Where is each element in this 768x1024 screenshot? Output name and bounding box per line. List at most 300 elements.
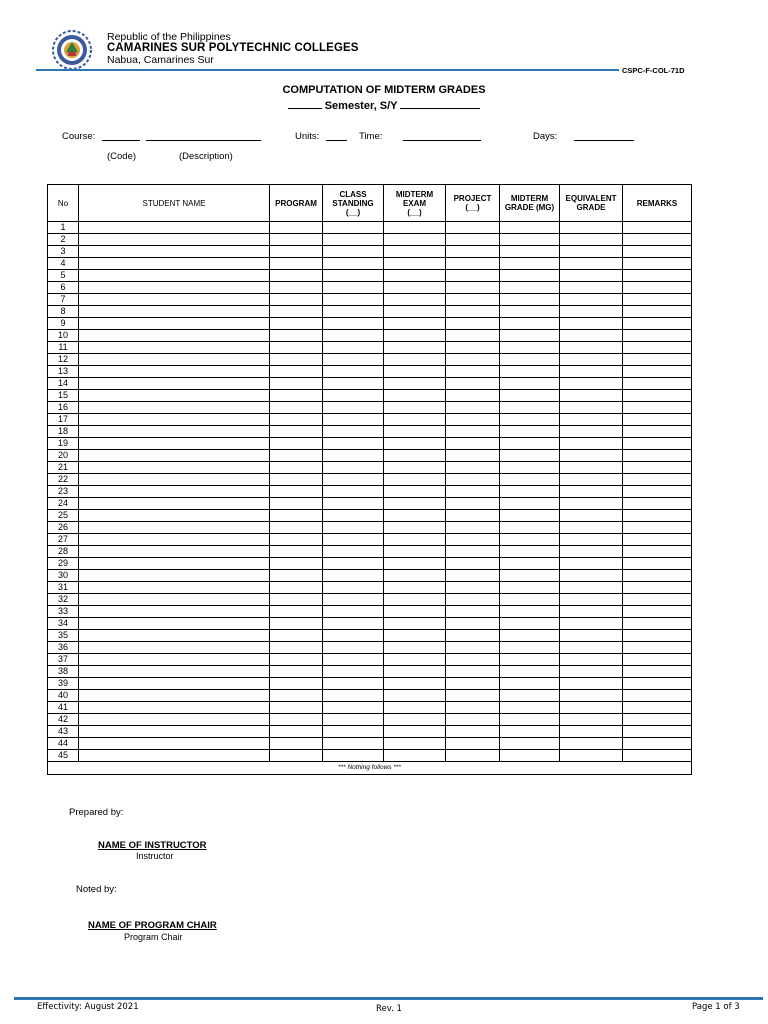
- remarks-cell[interactable]: [623, 474, 692, 486]
- project-cell[interactable]: [446, 438, 500, 450]
- project-cell[interactable]: [446, 678, 500, 690]
- project-cell[interactable]: [446, 378, 500, 390]
- project-cell[interactable]: [446, 690, 500, 702]
- student-name-cell[interactable]: [79, 234, 270, 246]
- midterm-exam-cell[interactable]: [384, 354, 446, 366]
- equivalent-grade-cell[interactable]: [560, 558, 623, 570]
- remarks-cell[interactable]: [623, 738, 692, 750]
- midterm-grade-cell[interactable]: [500, 258, 560, 270]
- student-name-cell[interactable]: [79, 750, 270, 762]
- equivalent-grade-cell[interactable]: [560, 654, 623, 666]
- equivalent-grade-cell[interactable]: [560, 690, 623, 702]
- project-cell[interactable]: [446, 474, 500, 486]
- midterm-exam-cell[interactable]: [384, 258, 446, 270]
- equivalent-grade-cell[interactable]: [560, 678, 623, 690]
- class-standing-cell[interactable]: [323, 390, 384, 402]
- class-standing-cell[interactable]: [323, 666, 384, 678]
- project-cell[interactable]: [446, 630, 500, 642]
- program-cell[interactable]: [270, 222, 323, 234]
- equivalent-grade-cell[interactable]: [560, 570, 623, 582]
- project-cell[interactable]: [446, 714, 500, 726]
- remarks-cell[interactable]: [623, 546, 692, 558]
- class-standing-cell[interactable]: [323, 378, 384, 390]
- student-name-cell[interactable]: [79, 486, 270, 498]
- project-cell[interactable]: [446, 222, 500, 234]
- remarks-cell[interactable]: [623, 654, 692, 666]
- midterm-exam-cell[interactable]: [384, 654, 446, 666]
- program-cell[interactable]: [270, 738, 323, 750]
- class-standing-cell[interactable]: [323, 486, 384, 498]
- remarks-cell[interactable]: [623, 534, 692, 546]
- midterm-exam-cell[interactable]: [384, 606, 446, 618]
- remarks-cell[interactable]: [623, 414, 692, 426]
- equivalent-grade-cell[interactable]: [560, 450, 623, 462]
- class-standing-cell[interactable]: [323, 606, 384, 618]
- course-code-field[interactable]: [102, 140, 140, 141]
- student-name-cell[interactable]: [79, 474, 270, 486]
- midterm-exam-cell[interactable]: [384, 738, 446, 750]
- student-name-cell[interactable]: [79, 702, 270, 714]
- program-cell[interactable]: [270, 702, 323, 714]
- class-standing-cell[interactable]: [323, 522, 384, 534]
- equivalent-grade-cell[interactable]: [560, 366, 623, 378]
- project-cell[interactable]: [446, 282, 500, 294]
- midterm-grade-cell[interactable]: [500, 462, 560, 474]
- remarks-cell[interactable]: [623, 618, 692, 630]
- project-cell[interactable]: [446, 750, 500, 762]
- midterm-grade-cell[interactable]: [500, 342, 560, 354]
- program-cell[interactable]: [270, 594, 323, 606]
- semester-blank[interactable]: [288, 98, 322, 109]
- remarks-cell[interactable]: [623, 630, 692, 642]
- student-name-cell[interactable]: [79, 246, 270, 258]
- midterm-exam-cell[interactable]: [384, 498, 446, 510]
- midterm-exam-cell[interactable]: [384, 222, 446, 234]
- equivalent-grade-cell[interactable]: [560, 630, 623, 642]
- remarks-cell[interactable]: [623, 426, 692, 438]
- class-standing-cell[interactable]: [323, 630, 384, 642]
- remarks-cell[interactable]: [623, 390, 692, 402]
- remarks-cell[interactable]: [623, 582, 692, 594]
- midterm-grade-cell[interactable]: [500, 270, 560, 282]
- midterm-exam-cell[interactable]: [384, 486, 446, 498]
- student-name-cell[interactable]: [79, 414, 270, 426]
- midterm-exam-cell[interactable]: [384, 318, 446, 330]
- project-cell[interactable]: [446, 246, 500, 258]
- equivalent-grade-cell[interactable]: [560, 522, 623, 534]
- student-name-cell[interactable]: [79, 738, 270, 750]
- remarks-cell[interactable]: [623, 486, 692, 498]
- midterm-exam-cell[interactable]: [384, 618, 446, 630]
- class-standing-cell[interactable]: [323, 702, 384, 714]
- midterm-exam-cell[interactable]: [384, 474, 446, 486]
- midterm-exam-cell[interactable]: [384, 378, 446, 390]
- school-year-blank[interactable]: [400, 98, 480, 109]
- program-cell[interactable]: [270, 390, 323, 402]
- class-standing-cell[interactable]: [323, 342, 384, 354]
- project-cell[interactable]: [446, 270, 500, 282]
- midterm-exam-cell[interactable]: [384, 438, 446, 450]
- equivalent-grade-cell[interactable]: [560, 390, 623, 402]
- class-standing-cell[interactable]: [323, 690, 384, 702]
- student-name-cell[interactable]: [79, 366, 270, 378]
- midterm-grade-cell[interactable]: [500, 330, 560, 342]
- project-cell[interactable]: [446, 354, 500, 366]
- project-cell[interactable]: [446, 558, 500, 570]
- program-cell[interactable]: [270, 294, 323, 306]
- class-standing-cell[interactable]: [323, 558, 384, 570]
- midterm-grade-cell[interactable]: [500, 618, 560, 630]
- midterm-exam-cell[interactable]: [384, 270, 446, 282]
- equivalent-grade-cell[interactable]: [560, 474, 623, 486]
- student-name-cell[interactable]: [79, 378, 270, 390]
- program-cell[interactable]: [270, 642, 323, 654]
- student-name-cell[interactable]: [79, 426, 270, 438]
- class-standing-cell[interactable]: [323, 582, 384, 594]
- equivalent-grade-cell[interactable]: [560, 726, 623, 738]
- midterm-grade-cell[interactable]: [500, 498, 560, 510]
- program-cell[interactable]: [270, 558, 323, 570]
- midterm-grade-cell[interactable]: [500, 534, 560, 546]
- project-cell[interactable]: [446, 462, 500, 474]
- equivalent-grade-cell[interactable]: [560, 426, 623, 438]
- project-cell[interactable]: [446, 330, 500, 342]
- project-cell[interactable]: [446, 642, 500, 654]
- project-cell[interactable]: [446, 738, 500, 750]
- midterm-grade-cell[interactable]: [500, 282, 560, 294]
- class-standing-cell[interactable]: [323, 258, 384, 270]
- equivalent-grade-cell[interactable]: [560, 282, 623, 294]
- remarks-cell[interactable]: [623, 222, 692, 234]
- student-name-cell[interactable]: [79, 462, 270, 474]
- student-name-cell[interactable]: [79, 390, 270, 402]
- midterm-grade-cell[interactable]: [500, 702, 560, 714]
- student-name-cell[interactable]: [79, 222, 270, 234]
- remarks-cell[interactable]: [623, 270, 692, 282]
- class-standing-cell[interactable]: [323, 594, 384, 606]
- program-cell[interactable]: [270, 462, 323, 474]
- program-cell[interactable]: [270, 606, 323, 618]
- program-cell[interactable]: [270, 678, 323, 690]
- student-name-cell[interactable]: [79, 690, 270, 702]
- equivalent-grade-cell[interactable]: [560, 594, 623, 606]
- midterm-grade-cell[interactable]: [500, 570, 560, 582]
- project-cell[interactable]: [446, 510, 500, 522]
- program-cell[interactable]: [270, 582, 323, 594]
- student-name-cell[interactable]: [79, 330, 270, 342]
- remarks-cell[interactable]: [623, 594, 692, 606]
- remarks-cell[interactable]: [623, 234, 692, 246]
- remarks-cell[interactable]: [623, 282, 692, 294]
- remarks-cell[interactable]: [623, 714, 692, 726]
- student-name-cell[interactable]: [79, 582, 270, 594]
- midterm-grade-cell[interactable]: [500, 450, 560, 462]
- remarks-cell[interactable]: [623, 258, 692, 270]
- equivalent-grade-cell[interactable]: [560, 738, 623, 750]
- class-standing-cell[interactable]: [323, 498, 384, 510]
- student-name-cell[interactable]: [79, 630, 270, 642]
- remarks-cell[interactable]: [623, 342, 692, 354]
- remarks-cell[interactable]: [623, 330, 692, 342]
- midterm-grade-cell[interactable]: [500, 438, 560, 450]
- midterm-grade-cell[interactable]: [500, 366, 560, 378]
- midterm-grade-cell[interactable]: [500, 738, 560, 750]
- remarks-cell[interactable]: [623, 438, 692, 450]
- midterm-exam-cell[interactable]: [384, 642, 446, 654]
- project-cell[interactable]: [446, 534, 500, 546]
- remarks-cell[interactable]: [623, 666, 692, 678]
- project-cell[interactable]: [446, 498, 500, 510]
- midterm-exam-cell[interactable]: [384, 594, 446, 606]
- midterm-grade-cell[interactable]: [500, 234, 560, 246]
- midterm-grade-cell[interactable]: [500, 402, 560, 414]
- class-standing-cell[interactable]: [323, 306, 384, 318]
- project-cell[interactable]: [446, 654, 500, 666]
- program-cell[interactable]: [270, 402, 323, 414]
- project-cell[interactable]: [446, 402, 500, 414]
- program-cell[interactable]: [270, 522, 323, 534]
- remarks-cell[interactable]: [623, 678, 692, 690]
- midterm-exam-cell[interactable]: [384, 570, 446, 582]
- student-name-cell[interactable]: [79, 654, 270, 666]
- student-name-cell[interactable]: [79, 726, 270, 738]
- equivalent-grade-cell[interactable]: [560, 438, 623, 450]
- program-cell[interactable]: [270, 750, 323, 762]
- class-standing-cell[interactable]: [323, 414, 384, 426]
- project-cell[interactable]: [446, 726, 500, 738]
- class-standing-cell[interactable]: [323, 510, 384, 522]
- remarks-cell[interactable]: [623, 510, 692, 522]
- midterm-grade-cell[interactable]: [500, 642, 560, 654]
- equivalent-grade-cell[interactable]: [560, 402, 623, 414]
- class-standing-cell[interactable]: [323, 474, 384, 486]
- student-name-cell[interactable]: [79, 354, 270, 366]
- project-cell[interactable]: [446, 306, 500, 318]
- student-name-cell[interactable]: [79, 558, 270, 570]
- project-cell[interactable]: [446, 234, 500, 246]
- project-cell[interactable]: [446, 318, 500, 330]
- remarks-cell[interactable]: [623, 246, 692, 258]
- program-cell[interactable]: [270, 510, 323, 522]
- midterm-exam-cell[interactable]: [384, 450, 446, 462]
- remarks-cell[interactable]: [623, 522, 692, 534]
- program-cell[interactable]: [270, 282, 323, 294]
- midterm-exam-cell[interactable]: [384, 510, 446, 522]
- class-standing-cell[interactable]: [323, 726, 384, 738]
- program-cell[interactable]: [270, 270, 323, 282]
- midterm-grade-cell[interactable]: [500, 582, 560, 594]
- midterm-grade-cell[interactable]: [500, 606, 560, 618]
- program-cell[interactable]: [270, 534, 323, 546]
- program-cell[interactable]: [270, 450, 323, 462]
- project-cell[interactable]: [446, 594, 500, 606]
- midterm-grade-cell[interactable]: [500, 354, 560, 366]
- student-name-cell[interactable]: [79, 270, 270, 282]
- remarks-cell[interactable]: [623, 306, 692, 318]
- midterm-grade-cell[interactable]: [500, 474, 560, 486]
- equivalent-grade-cell[interactable]: [560, 306, 623, 318]
- days-field[interactable]: [574, 140, 634, 141]
- class-standing-cell[interactable]: [323, 462, 384, 474]
- remarks-cell[interactable]: [623, 750, 692, 762]
- midterm-exam-cell[interactable]: [384, 402, 446, 414]
- class-standing-cell[interactable]: [323, 234, 384, 246]
- class-standing-cell[interactable]: [323, 654, 384, 666]
- midterm-grade-cell[interactable]: [500, 714, 560, 726]
- midterm-grade-cell[interactable]: [500, 678, 560, 690]
- project-cell[interactable]: [446, 666, 500, 678]
- midterm-grade-cell[interactable]: [500, 390, 560, 402]
- student-name-cell[interactable]: [79, 534, 270, 546]
- class-standing-cell[interactable]: [323, 534, 384, 546]
- midterm-exam-cell[interactable]: [384, 534, 446, 546]
- program-cell[interactable]: [270, 486, 323, 498]
- program-cell[interactable]: [270, 414, 323, 426]
- equivalent-grade-cell[interactable]: [560, 354, 623, 366]
- midterm-exam-cell[interactable]: [384, 282, 446, 294]
- student-name-cell[interactable]: [79, 342, 270, 354]
- midterm-grade-cell[interactable]: [500, 522, 560, 534]
- time-field[interactable]: [403, 140, 481, 141]
- class-standing-cell[interactable]: [323, 450, 384, 462]
- class-standing-cell[interactable]: [323, 678, 384, 690]
- midterm-exam-cell[interactable]: [384, 426, 446, 438]
- remarks-cell[interactable]: [623, 606, 692, 618]
- remarks-cell[interactable]: [623, 642, 692, 654]
- program-cell[interactable]: [270, 726, 323, 738]
- student-name-cell[interactable]: [79, 606, 270, 618]
- midterm-grade-cell[interactable]: [500, 318, 560, 330]
- equivalent-grade-cell[interactable]: [560, 342, 623, 354]
- midterm-grade-cell[interactable]: [500, 510, 560, 522]
- program-cell[interactable]: [270, 378, 323, 390]
- student-name-cell[interactable]: [79, 258, 270, 270]
- equivalent-grade-cell[interactable]: [560, 534, 623, 546]
- equivalent-grade-cell[interactable]: [560, 714, 623, 726]
- midterm-exam-cell[interactable]: [384, 666, 446, 678]
- remarks-cell[interactable]: [623, 294, 692, 306]
- program-cell[interactable]: [270, 366, 323, 378]
- student-name-cell[interactable]: [79, 642, 270, 654]
- equivalent-grade-cell[interactable]: [560, 222, 623, 234]
- midterm-exam-cell[interactable]: [384, 522, 446, 534]
- equivalent-grade-cell[interactable]: [560, 234, 623, 246]
- midterm-grade-cell[interactable]: [500, 690, 560, 702]
- program-cell[interactable]: [270, 246, 323, 258]
- student-name-cell[interactable]: [79, 510, 270, 522]
- midterm-grade-cell[interactable]: [500, 630, 560, 642]
- student-name-cell[interactable]: [79, 570, 270, 582]
- course-description-field[interactable]: [146, 140, 261, 141]
- program-cell[interactable]: [270, 354, 323, 366]
- student-name-cell[interactable]: [79, 522, 270, 534]
- midterm-exam-cell[interactable]: [384, 342, 446, 354]
- student-name-cell[interactable]: [79, 306, 270, 318]
- midterm-grade-cell[interactable]: [500, 222, 560, 234]
- remarks-cell[interactable]: [623, 570, 692, 582]
- program-cell[interactable]: [270, 318, 323, 330]
- program-cell[interactable]: [270, 654, 323, 666]
- midterm-grade-cell[interactable]: [500, 558, 560, 570]
- equivalent-grade-cell[interactable]: [560, 258, 623, 270]
- midterm-exam-cell[interactable]: [384, 546, 446, 558]
- remarks-cell[interactable]: [623, 378, 692, 390]
- project-cell[interactable]: [446, 450, 500, 462]
- midterm-exam-cell[interactable]: [384, 714, 446, 726]
- midterm-grade-cell[interactable]: [500, 426, 560, 438]
- equivalent-grade-cell[interactable]: [560, 642, 623, 654]
- equivalent-grade-cell[interactable]: [560, 318, 623, 330]
- equivalent-grade-cell[interactable]: [560, 486, 623, 498]
- remarks-cell[interactable]: [623, 450, 692, 462]
- midterm-grade-cell[interactable]: [500, 666, 560, 678]
- midterm-grade-cell[interactable]: [500, 378, 560, 390]
- class-standing-cell[interactable]: [323, 738, 384, 750]
- project-cell[interactable]: [446, 702, 500, 714]
- class-standing-cell[interactable]: [323, 570, 384, 582]
- equivalent-grade-cell[interactable]: [560, 606, 623, 618]
- midterm-grade-cell[interactable]: [500, 726, 560, 738]
- program-cell[interactable]: [270, 690, 323, 702]
- program-cell[interactable]: [270, 666, 323, 678]
- class-standing-cell[interactable]: [323, 546, 384, 558]
- project-cell[interactable]: [446, 258, 500, 270]
- class-standing-cell[interactable]: [323, 366, 384, 378]
- class-standing-cell[interactable]: [323, 282, 384, 294]
- midterm-exam-cell[interactable]: [384, 366, 446, 378]
- remarks-cell[interactable]: [623, 462, 692, 474]
- midterm-exam-cell[interactable]: [384, 330, 446, 342]
- program-cell[interactable]: [270, 498, 323, 510]
- project-cell[interactable]: [446, 414, 500, 426]
- class-standing-cell[interactable]: [323, 426, 384, 438]
- remarks-cell[interactable]: [623, 690, 692, 702]
- student-name-cell[interactable]: [79, 282, 270, 294]
- class-standing-cell[interactable]: [323, 750, 384, 762]
- units-field[interactable]: [326, 140, 347, 141]
- equivalent-grade-cell[interactable]: [560, 582, 623, 594]
- midterm-grade-cell[interactable]: [500, 594, 560, 606]
- midterm-grade-cell[interactable]: [500, 246, 560, 258]
- equivalent-grade-cell[interactable]: [560, 702, 623, 714]
- project-cell[interactable]: [446, 366, 500, 378]
- remarks-cell[interactable]: [623, 558, 692, 570]
- equivalent-grade-cell[interactable]: [560, 546, 623, 558]
- program-cell[interactable]: [270, 618, 323, 630]
- student-name-cell[interactable]: [79, 546, 270, 558]
- class-standing-cell[interactable]: [323, 402, 384, 414]
- program-cell[interactable]: [270, 234, 323, 246]
- equivalent-grade-cell[interactable]: [560, 414, 623, 426]
- equivalent-grade-cell[interactable]: [560, 462, 623, 474]
- midterm-exam-cell[interactable]: [384, 702, 446, 714]
- class-standing-cell[interactable]: [323, 642, 384, 654]
- class-standing-cell[interactable]: [323, 246, 384, 258]
- project-cell[interactable]: [446, 582, 500, 594]
- program-cell[interactable]: [270, 426, 323, 438]
- remarks-cell[interactable]: [623, 366, 692, 378]
- program-cell[interactable]: [270, 438, 323, 450]
- program-cell[interactable]: [270, 342, 323, 354]
- program-cell[interactable]: [270, 630, 323, 642]
- project-cell[interactable]: [446, 390, 500, 402]
- project-cell[interactable]: [446, 546, 500, 558]
- midterm-grade-cell[interactable]: [500, 750, 560, 762]
- midterm-grade-cell[interactable]: [500, 414, 560, 426]
- program-cell[interactable]: [270, 258, 323, 270]
- midterm-grade-cell[interactable]: [500, 294, 560, 306]
- equivalent-grade-cell[interactable]: [560, 666, 623, 678]
